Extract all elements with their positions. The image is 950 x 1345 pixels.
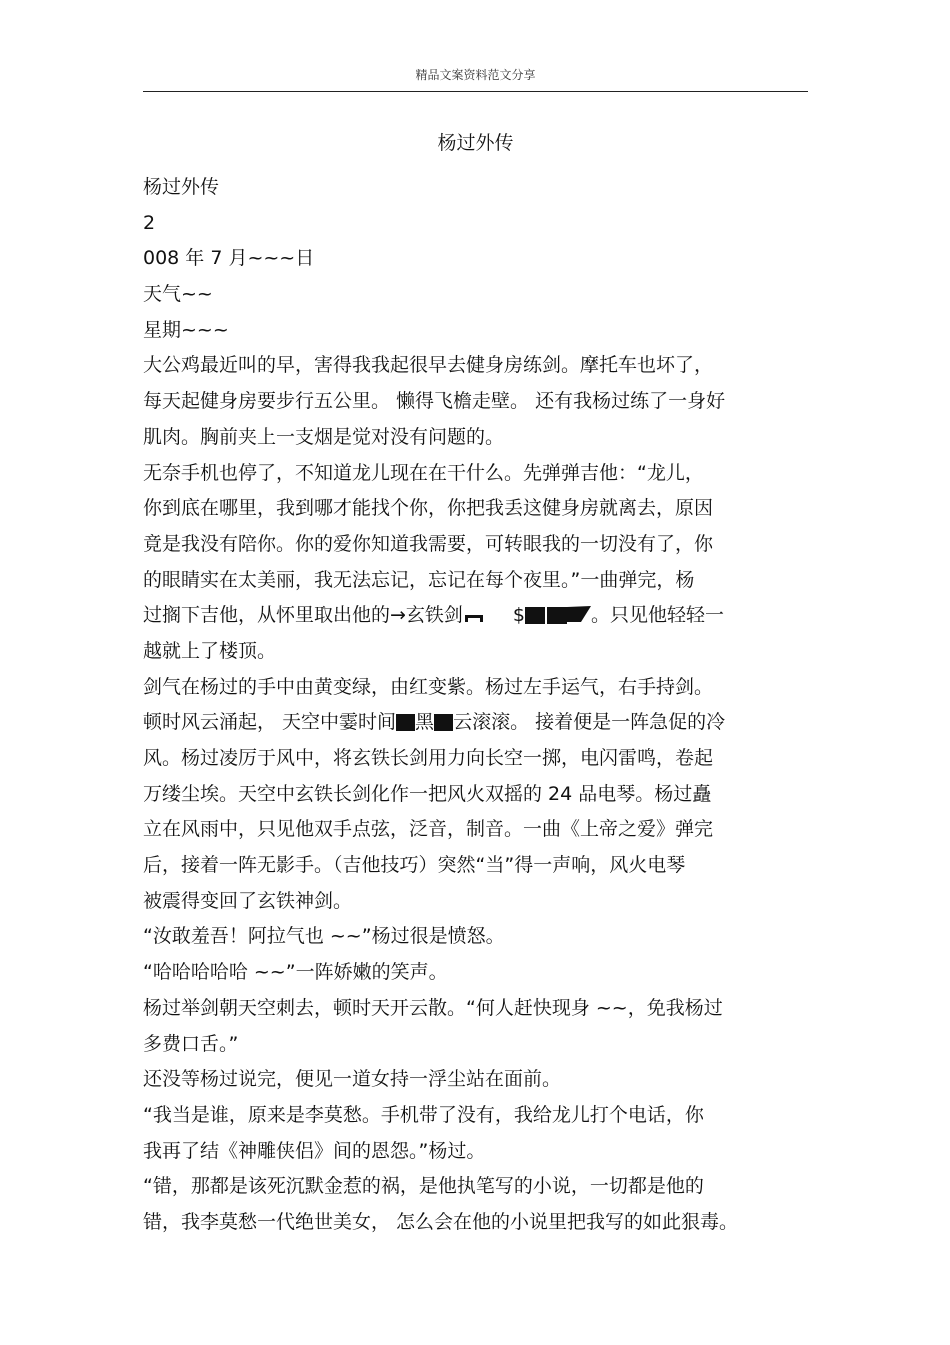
text-line: 杨过外传 bbox=[143, 176, 220, 198]
text-line-with-glyphs bbox=[143, 598, 808, 634]
text-line: 竟是我没有陪你。你的爱你知道我需要，可转眼我的一切没有了，你 bbox=[143, 532, 714, 555]
line-segment: $ bbox=[512, 604, 526, 627]
text-line: “错，那都是该死沉默金惹的祸，是他执笔写的小说，一切都是他的 bbox=[143, 1175, 704, 1198]
text-line: 008 年 7 月~~~日 bbox=[143, 247, 315, 270]
text-line: 星期~~~ bbox=[143, 318, 229, 341]
text-line: 剑气在杨过的手中由黄变绿，由红变紫。杨过左手运气，右手持剑。 bbox=[143, 675, 714, 698]
text-line: 多费口舌。” bbox=[143, 1032, 239, 1055]
document-body bbox=[143, 170, 808, 1241]
text-line: “我当是谁，原来是李莫愁。手机带了没有，我给龙儿打个电话，你 bbox=[143, 1103, 704, 1126]
text-line: 的眼睛实在太美丽，我无法忘记，忘记在每个夜里。”一曲弹完，杨 bbox=[143, 568, 695, 591]
line-segment: 。只见他轻轻一 bbox=[591, 604, 725, 627]
line-segment: 过搁下吉他，从怀里取出他的→玄铁剑 bbox=[143, 604, 463, 627]
text-line: 大公鸡最近叫的早，害得我我起很早去健身房练剑。摩托车也坏了， bbox=[143, 354, 714, 377]
text-line: 越就上了楼顶。 bbox=[143, 639, 277, 662]
text-line: 被震得变回了玄铁神剑。 bbox=[143, 889, 353, 912]
redaction-block bbox=[434, 714, 453, 731]
text-line: 每天起健身房要步行五公里。 懒得飞檐走壁。 还有我杨过练了一身好 bbox=[143, 390, 726, 413]
text-line: “哈哈哈哈哈 ~~”一阵娇嫩的笑声。 bbox=[143, 961, 448, 984]
text-line: 后，接着一阵无影手。（吉他技巧）突然“当”得一声响，风火电琴 bbox=[143, 854, 686, 877]
line-segment: 顿时风云涌起， 天空中霎时间 bbox=[143, 711, 397, 734]
text-line: 无奈手机也停了，不知道龙儿现在在干什么。先弹弹吉他：“龙儿， bbox=[143, 461, 704, 484]
corrupted-glyph bbox=[567, 604, 591, 626]
line-segment: 黑 bbox=[415, 711, 435, 734]
text-line: 天气~~ bbox=[143, 283, 213, 306]
text-line: 杨过举剑朝天空刺去，顿时天开云散。“何人赶快现身 ~~，免我杨过 bbox=[143, 996, 723, 1019]
line-segment: 云滚滚。 接着便是一阵急促的冷 bbox=[453, 711, 726, 734]
document-title: 杨过外传 bbox=[437, 132, 514, 154]
text-line-with-glyphs bbox=[143, 705, 808, 741]
text-line: 我再了结《神雕侠侣》间的恩怨。”杨过。 bbox=[143, 1139, 486, 1162]
page-header: 精品文案资料范文分享 bbox=[415, 68, 536, 82]
text-line: “汝敢羞吾！阿拉气也 ~~”杨过很是愤怒。 bbox=[143, 925, 505, 948]
redaction-block bbox=[525, 607, 545, 624]
redaction-block bbox=[547, 607, 567, 624]
text-line: 风。杨过凌厉于风中，将玄铁长剑用力向长空一掷，电闪雷鸣，卷起 bbox=[143, 747, 714, 769]
text-line: 错，我李莫愁一代绝世美女， 怎么会在他的小说里把我写的如此狠毒。 bbox=[143, 1210, 739, 1233]
text-line: 你到底在哪里，我到哪才能找个你，你把我丢这健身房就离去，原因 bbox=[143, 497, 714, 520]
text-line: 万缕尘埃。天空中玄铁长剑化作一把风火双摇的 24 品电琴。杨过矗 bbox=[143, 782, 712, 805]
text-line: 肌肉。胸前夹上一支烟是觉对没有问题的。 bbox=[143, 425, 505, 448]
corrupted-glyph bbox=[463, 604, 485, 626]
text-line: 立在风雨中，只见他双手点弦，泛音，制音。一曲《上帝之爱》弹完 bbox=[143, 818, 714, 841]
redaction-block bbox=[396, 714, 415, 731]
header-rule bbox=[143, 91, 808, 92]
text-line: 2 bbox=[143, 211, 156, 234]
text-line: 还没等杨过说完，便见一道女持一浮尘站在面前。 bbox=[143, 1068, 562, 1091]
